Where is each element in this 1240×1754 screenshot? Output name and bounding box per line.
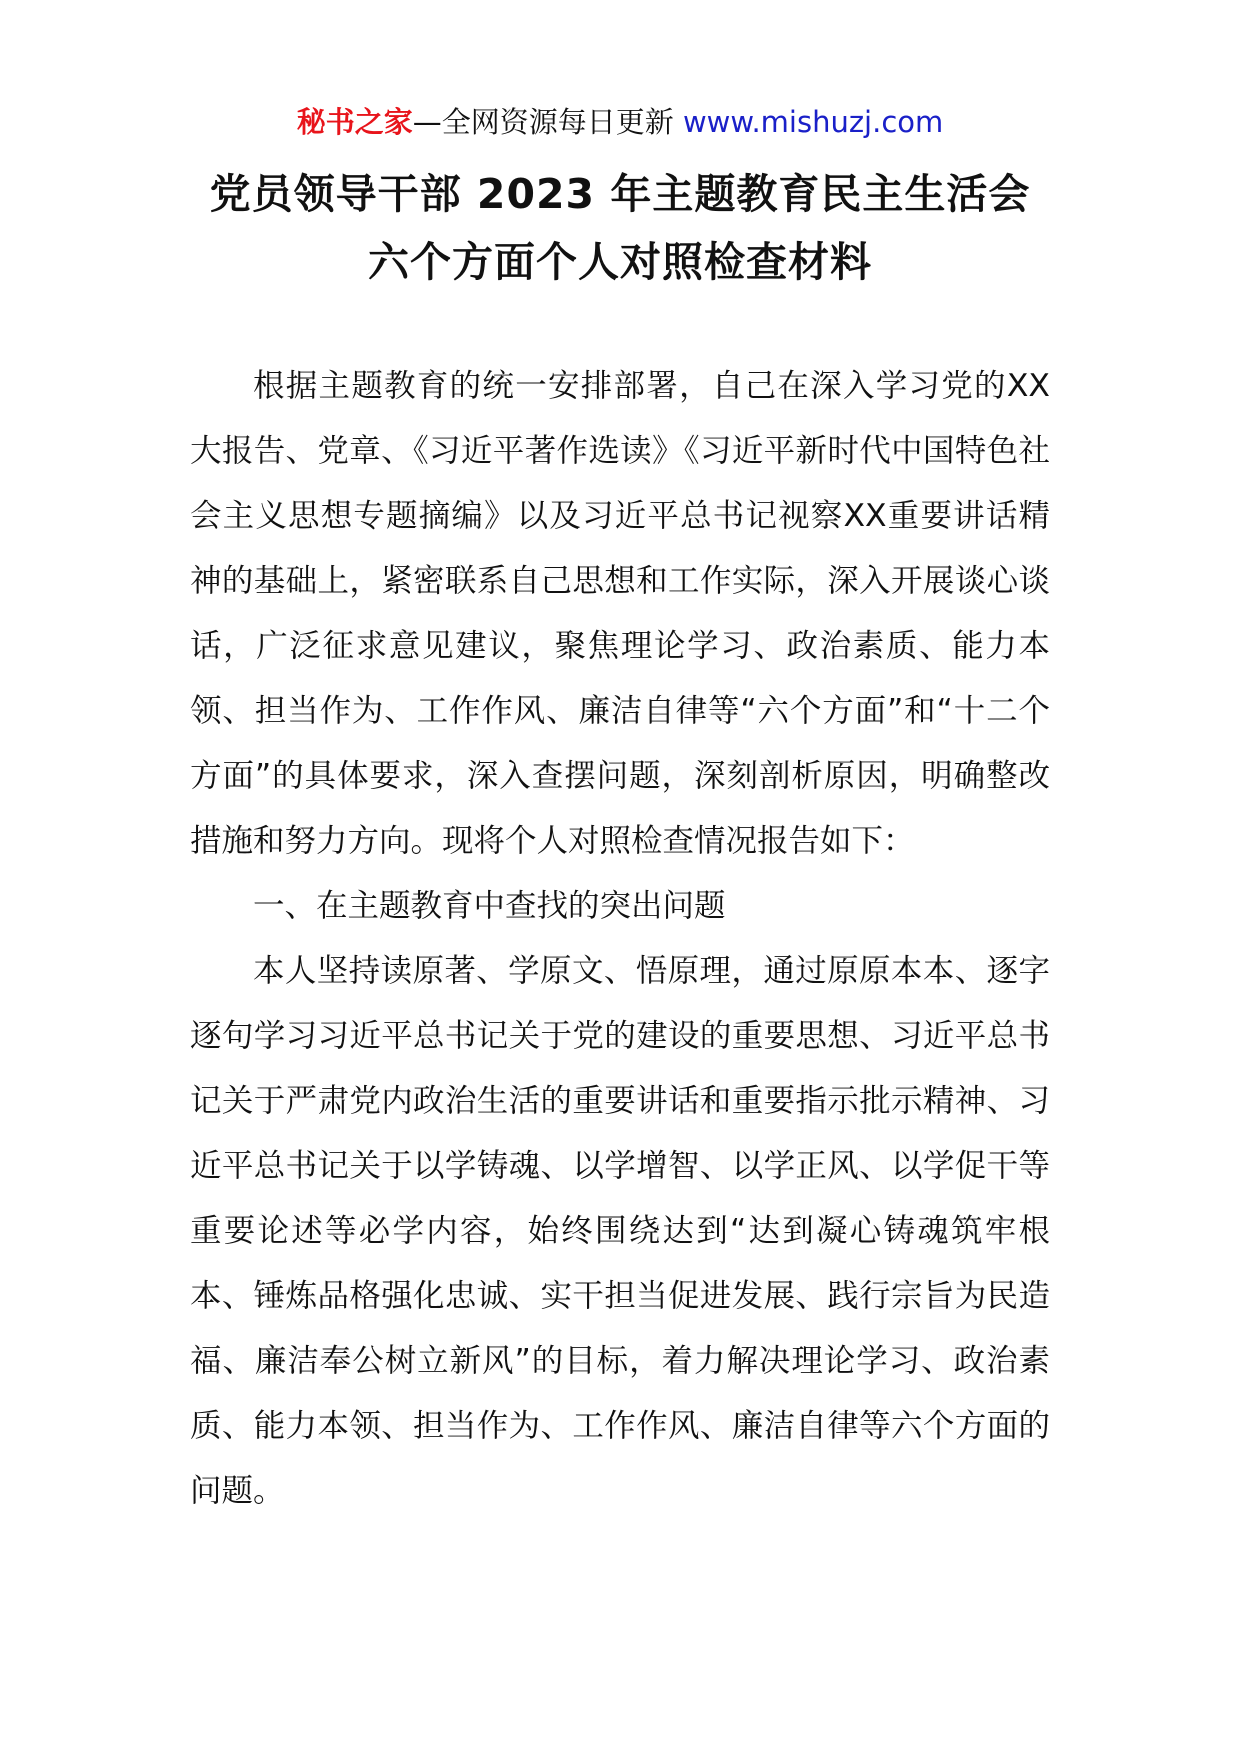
header-banner: [0, 102, 1240, 142]
site-link[interactable]: www.mishuzj.com: [682, 105, 944, 139]
header-tagline: —全网资源每日更新: [412, 105, 674, 139]
title-line-2: 六个方面个人对照检查材料: [368, 238, 872, 286]
title-line-1: 党员领导干部 2023 年主题教育民主生活会: [209, 170, 1031, 218]
document-title: [0, 160, 1240, 296]
body-paragraph: 根据主题教育的统一安排部署，自己在深入学习党的XX大报告、党章、《习近平著作选读》《习近平新时代中国特色社会主义思想专题摘编》以及习近平总书记视察XX重要讲话精神的基础上，紧密联系自己思想和工作实际，深入开展谈心谈话，广泛征求意见建议，聚焦理论学习、政治素质、能力本领、担当作为、工作作风、廉洁自律等“六个方面”和“十二个方面”的具体要求，深入查摆问题，深刻剖析原因，明确整改措施和努力方向。现将个人对照检查情况报告如下：: [190, 368, 1050, 859]
document-body: [190, 354, 1050, 1524]
body-paragraph: 本人坚持读原著、学原文、悟原理，通过原原本本、逐字逐句学习习近平总书记关于党的建设的重要思想、习近平总书记关于严肃党内政治生活的重要讲话和重要指示批示精神、习近平总书记关于以学铸魂、以学增智、以学正风、以学促干等重要论述等必学内容，始终围绕达到“达到凝心铸魂筑牢根本、锤炼品格强化忠诚、实干担当促进发展、践行宗旨为民造福、廉洁奉公树立新风”的目标，着力解决理论学习、政治素质、能力本领、担当作为、工作作风、廉洁自律等六个方面的问题。: [190, 953, 1050, 1509]
brand-name: 秘书之家: [296, 105, 413, 139]
section-heading: 一、在主题教育中查找的突出问题: [253, 888, 726, 924]
